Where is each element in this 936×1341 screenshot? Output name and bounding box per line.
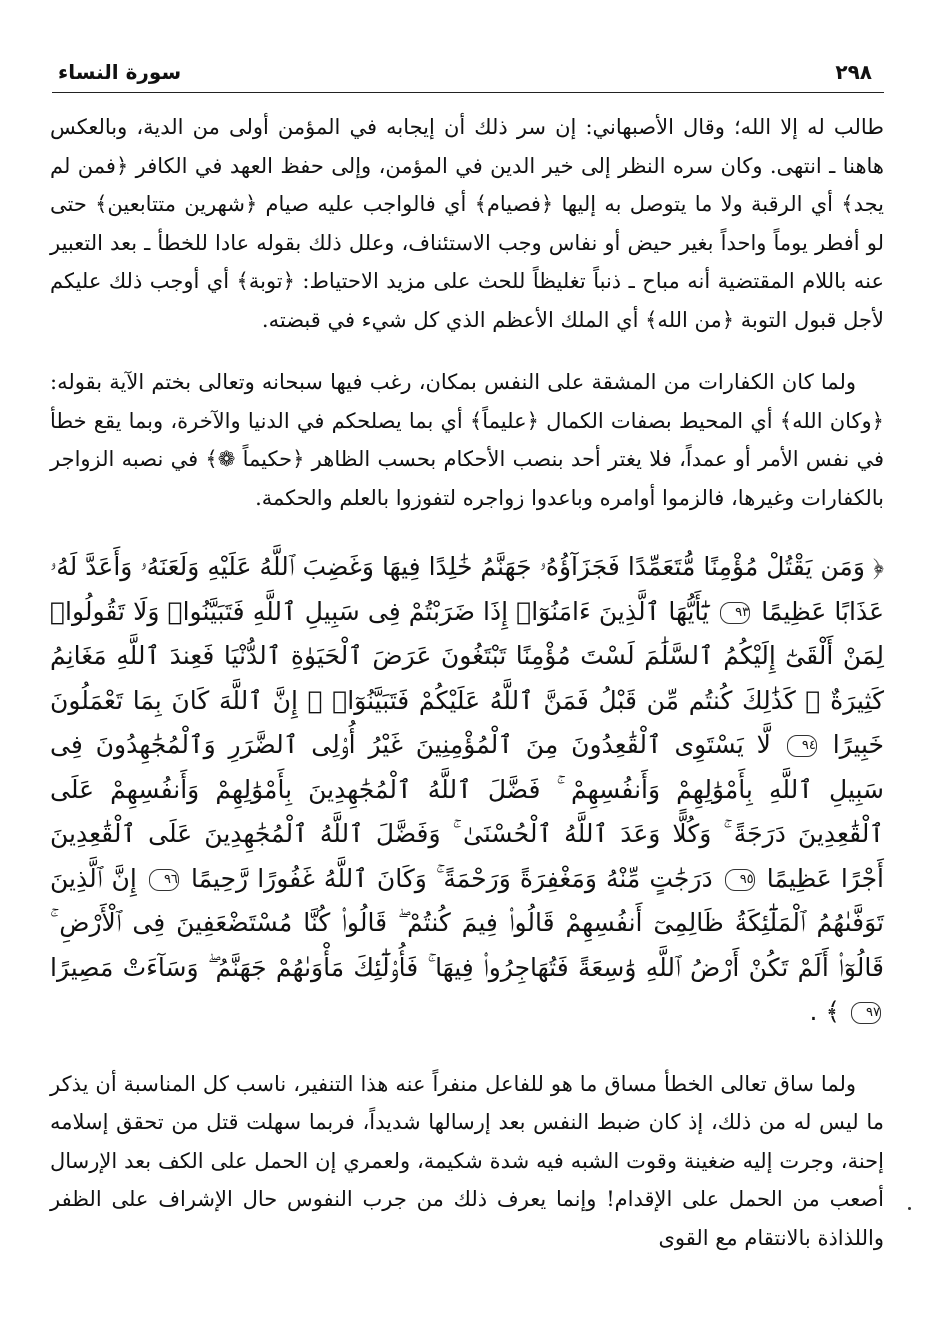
ayah-number-marker: ٩٧ [851,1002,881,1024]
surah-title: سورة النساء [58,60,182,84]
verse-text: لَّا يَسْتَوِى ٱلْقَٰعِدُونَ مِنَ ٱلْمُؤْمِنِينَ غَيْرُ أُو۟لِى ٱلضَّرَرِ وَٱلْمُجَٰهِدُونَ فِى سَبِيلِ ٱللَّهِ بِأَمْوَٰلِهِمْ وَأَنفُسِهِمْ ۚ فَضَّلَ ٱللَّهُ ٱلْمُجَٰهِدِينَ بِأَمْوَٰلِهِمْ وَأَنفُسِهِمْ عَلَى ٱلْقَٰعِدِينَ دَرَجَةً ۚ وَكُلًّا وَعَدَ ٱللَّهُ ٱلْحُسْنَىٰ ۚ وَفَضَّلَ ٱللَّهُ ٱلْمُجَٰهِدِينَ عَلَى ٱلْقَٰعِدِينَ أَجْرًا عَظِيمًا [50,730,884,893]
verse-text: ﴿ وَمَن يَقْتُلْ مُؤْمِنًا مُّتَعَمِّدًا فَجَزَآؤُهُۥ جَهَنَّمُ خَٰلِدًا فِيهَا وَغَضِبَ ٱللَّهُ عَلَيْهِ وَلَعَنَهُۥ وَأَعَدَّ لَهُۥ عَذَابًا عَظِيمًا [50,552,884,626]
ayah-number-marker: ٩٥ [725,869,755,891]
page-header [52,52,884,93]
commentary-paragraph-3: ولما ساق تعالى الخطأ مساق ما هو للفاعل منفراً عنه هذا التنفير، ناسب كل المناسبة أن يذكر ما ليس له من ذلك، إذ كان ضبط النفس بعد إرسالها شديداً، فربما سهلت قتل من تحقق إسلامه إحنة، وجرت إليه ضغينة وقوت الشبه فيه شدة شكيمة، ولعمري إن الحمل على الكف بعد الإرسال أصعب من الحمل على الإقدام! وإنما يعرف ذلك من جرب النفوس حال الإشراف على الظفر واللذاذة بالانتقام مع القوى [50,1071,884,1250]
verse-text: دَرَجَٰتٍ مِّنْهُ وَمَغْفِرَةً وَرَحْمَةً ۚ وَكَانَ ٱللَّهُ غَفُورًا رَّحِيمًا [190,863,713,893]
page-number: ٢٩٨ [835,60,872,84]
verse-text: يَٰٓأَيُّهَا ٱلَّذِينَ ءَامَنُوٓا۟ إِذَا ضَرَبْتُمْ فِى سَبِيلِ ٱللَّهِ فَتَبَيَّنُوا۟ وَلَا تَقُولُوا۟ لِمَنْ أَلْقَىٰٓ إِلَيْكُمُ ٱلسَّلَٰمَ لَسْتَ مُؤْمِنًا تَبْتَغُونَ عَرَضَ ٱلْحَيَوٰةِ ٱلدُّنْيَا فَعِندَ ٱللَّهِ مَغَانِمُ كَثِيرَةٌ ۚ كَذَٰلِكَ كُنتُم مِّن قَبْلُ فَمَنَّ ٱللَّهُ عَلَيْكُمْ فَتَبَيَّنُوٓا۟ ۚ إِنَّ ٱللَّهَ كَانَ بِمَا تَعْمَلُونَ خَبِيرًا [50,596,885,759]
ayah-number-marker: ٩٦ [149,869,179,891]
quran-verse-block [50,545,884,1035]
verse-text: إِنَّ ٱلَّذِينَ تَوَفَّىٰهُمُ ٱلْمَلَٰٓئِكَةُ ظَالِمِىٓ أَنفُسِهِمْ قَالُوا۟ فِيمَ كُنتُمْ ۖ قَالُوا۟ كُنَّا مُسْتَضْعَفِينَ فِى ٱلْأَرْضِ ۚ قَالُوٓا۟ أَلَمْ تَكُنْ أَرْضُ ٱللَّهِ وَٰسِعَةً فَتُهَاجِرُوا۟ فِيهَا ۚ فَأُو۟لَٰٓئِكَ مَأْوَىٰهُمْ جَهَنَّمُ ۖ وَسَآءَتْ مَصِيرًا [50,863,884,982]
scan-speck [908,1207,911,1210]
ayah-number-marker: ٩٤ [787,735,817,757]
commentary-paragraph-2: ولما كان الكفارات من المشقة على النفس بمكان، رغب فيها سبحانه وتعالى بختم الآية بقوله: ﴿وكان الله﴾ أي المحيط بصفات الكمال ﴿عليماً﴾ أي بما يصلحكم في الدنيا والآخرة، وبما يقع خطأ في نفس الأمر أو عمداً، فلا يغتر أحد بنصب الأحكام بحسب الظاهر ﴿حكيماً ❁﴾ في نصبه الزواجر بالكفارات وغيرها، فالزموا أوامره وباعدوا زواجره لتفوزوا بالعلم والحكمة. [50,370,884,510]
verse-end: ﴾ . [809,997,841,1026]
ayah-number-marker: ٩٣ [720,602,750,624]
commentary-paragraph-1: طالب له إلا الله؛ وقال الأصبهاني: إن سر ذلك أن إيجابه في المؤمن أولى من الدية، وبالعكس هاهنا ـ انتهى. وكان سره النظر إلى خير الدين في المؤمن، وإلى حفظ العهد في الكافر ﴿فمن لم يجد﴾ أي الرقبة ولا ما يتوصل به إليها ﴿فصيام﴾ أي فالواجب عليه صيام ﴿شهرين متتابعين﴾ حتى لو أفطر يوماً واحداً بغير حيض أو نفاس وجب الاستئناف، وعلل ذلك بقوله عادا للخطأ ـ بعد التعبير عنه باللام المقتضية أنه مباح ـ ذنباً تغليظاً للحث على مزيد الاحتياط: ﴿توبة﴾ أي أوجب ذلك عليكم لأجل قبول التوبة ﴿من الله﴾ أي الملك الأعظم الذي كل شيء في قبضته. [50,115,884,332]
page-content [50,108,884,1257]
